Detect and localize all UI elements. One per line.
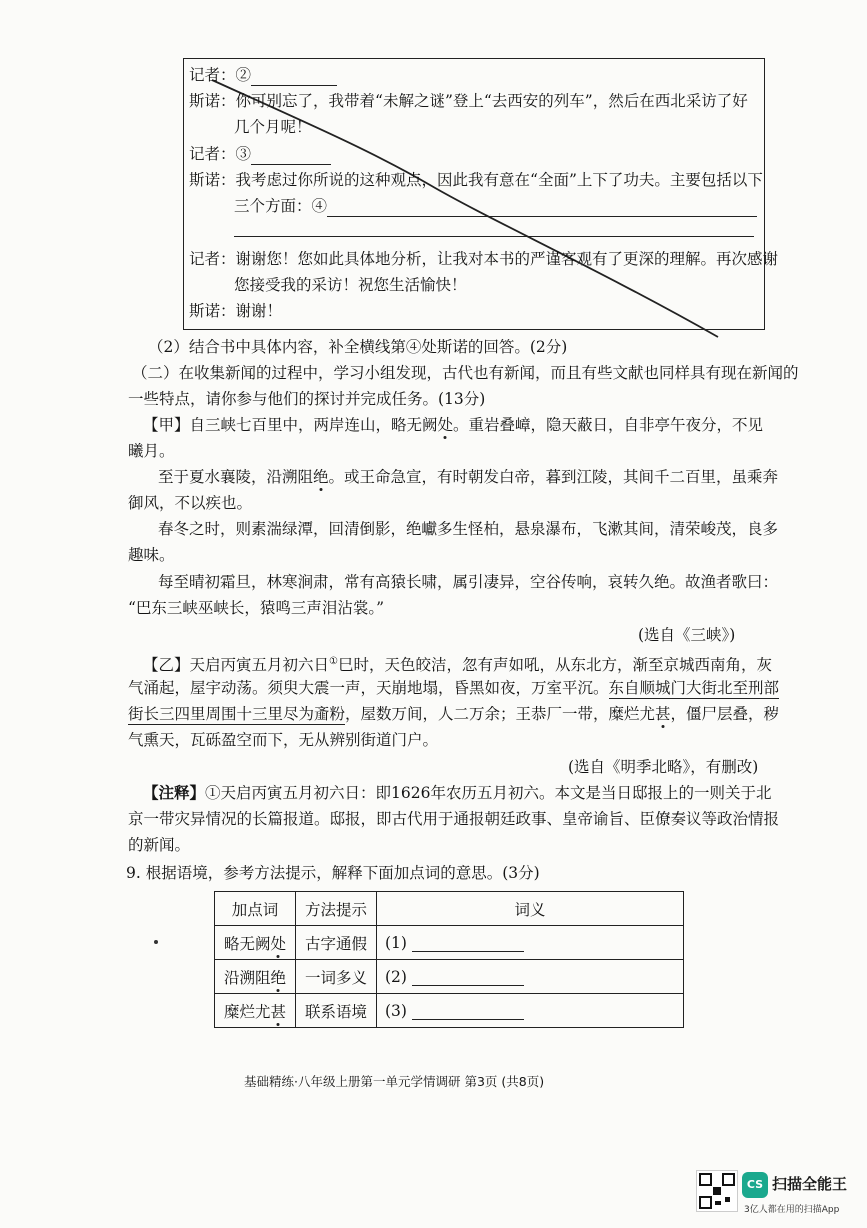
yi-source: (选自《明季北略》，有删改) — [568, 758, 759, 776]
qr-code-icon — [696, 1170, 738, 1212]
jia-para-1-cont: 曦月。 — [128, 442, 175, 460]
stray-dot — [154, 940, 158, 944]
interview-row-5-cont: 您接受我的采访！祝您生活愉快！ — [234, 276, 467, 294]
yi-line-4: 气熏天，瓦砾盈空而下，无从辨别街道门户。 — [128, 731, 439, 749]
answer-blank-3[interactable] — [251, 146, 331, 165]
question-9-title: 9. 根据语境，参考方法提示，解释下面加点词的意思。(3分) — [126, 864, 540, 882]
interview-row-3: 记者：③ — [189, 143, 331, 165]
note-line-3: 的新闻。 — [128, 836, 191, 854]
interview-row-2: 斯诺：你可别忘了，我带着“未解之谜”登上“去西安的列车”，然后在西北采访了好 — [189, 92, 748, 110]
interview-row-2-cont: 几个月呢！ — [234, 118, 312, 136]
table-row: 糜烂尤甚 联系语境 (3) — [215, 994, 684, 1028]
section-2-intro-cont: 一些特点，请你参与他们的探讨并完成任务。(13分) — [128, 390, 486, 408]
jia-para-4: 每至晴初霜旦，林寒涧肃，常有高猿长啸，属引凄异，空谷传响，哀转久绝。故渔者歌曰： — [158, 573, 779, 591]
answer-blank-9-3[interactable] — [412, 1001, 524, 1020]
table-row: 沿溯阻绝 一词多义 (2) — [215, 960, 684, 994]
jia-para-1: 【甲】自三峡七百里中，两岸连山，略无阙处。重岩叠嶂，隐天蔽日，自非亭午夜分，不见 — [143, 416, 764, 434]
interview-row-5: 记者：谢谢您！您如此具体地分析，让我对本书的严谨客观有了更深的理解。再次感谢 — [189, 250, 779, 268]
yi-line-1: 【乙】天启丙寅五月初六日①巳时，天色皎洁，忽有声如吼，从东北方，渐至京城西南角，灰 — [143, 656, 773, 675]
interview-row-4: 斯诺：我考虑过你所说的这种观点，因此我有意在“全面”上下了功夫。主要包括以下 — [189, 171, 763, 189]
interview-row-4-cont: 三个方面：④ — [234, 195, 757, 217]
scanner-brand: 扫描全能王 — [772, 1175, 848, 1193]
note-line-1: 【注释】①天启丙寅五月初六日：即1626年农历五月初六。本文是当日邸报上的一则关于北 — [143, 783, 772, 802]
jia-para-3: 春冬之时，则素湍绿潭，回清倒影，绝巘多生怪柏，悬泉瀑布，飞漱其间，清荣峻茂，良多 — [158, 520, 779, 538]
jia-para-4-cont: “巴东三峡巫峡长，猿鸣三声泪沾裳。” — [128, 599, 385, 617]
answer-blank-4b[interactable] — [234, 236, 754, 237]
table-row: 略无阙处 古字通假 (1) — [215, 926, 684, 960]
section-2-intro: （二）在收集新闻的过程中，学习小组发现，古代也有新闻，而且有些文献也同样具有现在新闻的 — [132, 364, 799, 382]
note-line-2: 京一带灾异情况的长篇报道。邸报，即古代用于通报朝廷政事、皇帝谕旨、臣僚奏议等政治情报 — [128, 810, 780, 828]
jia-para-3-cont: 趣味。 — [128, 546, 175, 564]
jia-para-2: 至于夏水襄陵，沿溯阻绝。或王命急宣，有时朝发白帝，暮到江陵，其间千二百里，虽乘奔 — [158, 468, 779, 486]
page-footer: 基础精练·八年级上册第一单元学情调研 第3页 (共8页) — [244, 1074, 545, 1089]
question-9-table — [214, 891, 684, 1028]
yi-line-3: 街长三四里周围十三里尽为齑粉，屋数万间，人二万余；王恭厂一带，糜烂尤甚，僵尸层叠，秽 — [128, 705, 780, 723]
table-header-row: 加点词 方法提示 词义 — [215, 892, 684, 926]
answer-blank-4a[interactable] — [327, 198, 757, 217]
interview-row-1: 记者：② — [189, 64, 337, 86]
yi-line-2: 气涌起，屋宇动荡。须臾大震一声，天崩地塌，昏黑如夜，万室平沉。东自顺城门大街北至刑部 — [128, 679, 780, 697]
jia-source: (选自《三峡》) — [638, 626, 736, 644]
scanner-tagline: 3亿人都在用的扫描App — [744, 1205, 840, 1215]
answer-blank-9-2[interactable] — [412, 967, 524, 986]
answer-blank-2[interactable] — [251, 67, 337, 86]
question-2: （2）结合书中具体内容，补全横线第④处斯诺的回答。(2分) — [148, 338, 568, 356]
answer-blank-9-1[interactable] — [412, 933, 524, 952]
jia-para-2-cont: 御风，不以疾也。 — [128, 494, 253, 512]
interview-row-6: 斯诺：谢谢！ — [189, 302, 283, 320]
camscanner-logo-icon: CS — [742, 1172, 768, 1198]
